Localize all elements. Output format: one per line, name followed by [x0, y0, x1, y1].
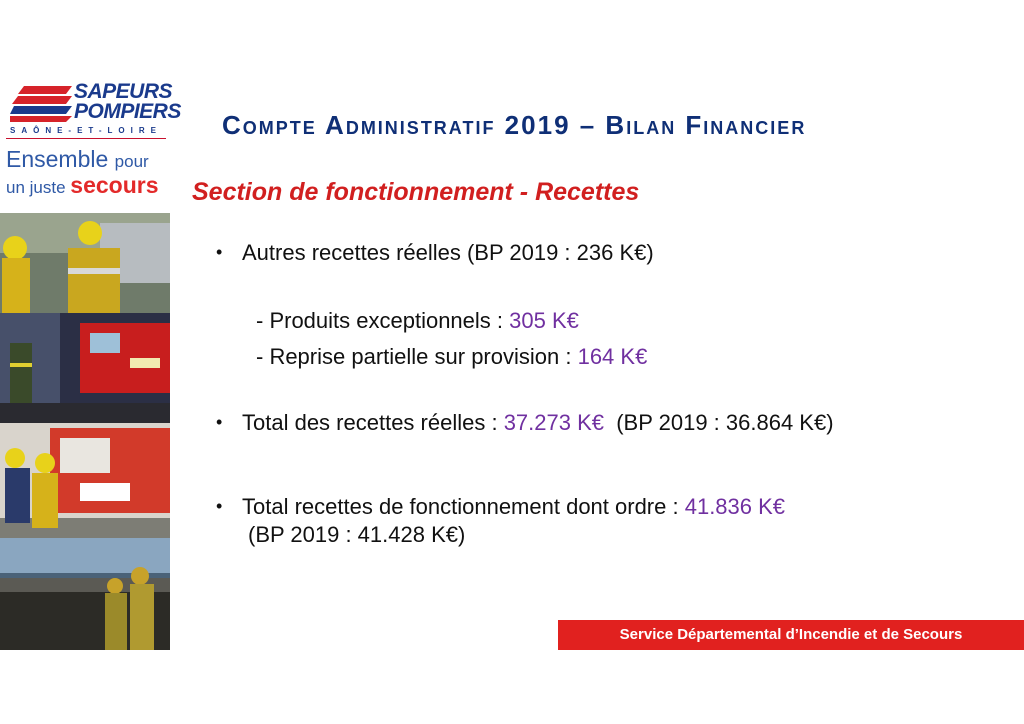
bullet-total-fonctionnement	[216, 494, 785, 520]
photo-strip	[0, 213, 170, 650]
sdis-logo	[0, 78, 181, 213]
photo-field-fire	[0, 538, 170, 650]
bullet-total-recettes-reelles	[216, 410, 834, 436]
logo-tagline-secours: secours	[70, 172, 159, 198]
logo-brand-line1: SAPEURS	[74, 80, 173, 103]
reprise-label: - Reprise partielle sur provision :	[256, 344, 578, 369]
total-bp: (BP 2019 : 36.864 K€)	[616, 410, 834, 435]
logo-tagline-1	[6, 146, 149, 173]
produits-value: 305 K€	[509, 308, 579, 333]
bullet-icon: •	[216, 242, 223, 262]
fonct-label: Total recettes de fonctionnement dont ordre :	[242, 494, 685, 519]
line-reprise-provision	[256, 344, 647, 370]
slide-title: Compte Administratif 2019 – Bilan Financier	[222, 110, 807, 140]
photo-ambulance	[0, 423, 170, 538]
logo-tagline-2	[6, 172, 159, 199]
line-produits-exceptionnels	[256, 308, 579, 334]
logo-tagline-un-juste: un juste	[6, 178, 66, 197]
line-fonct-bp	[248, 522, 465, 548]
reprise-value: 164 K€	[577, 344, 648, 369]
bullet-icon: •	[216, 412, 223, 432]
fonct-value: 41.836 K€	[684, 494, 786, 519]
logo-brand-line2: POMPIERS	[74, 100, 181, 123]
photo-fire-truck	[0, 313, 170, 423]
total-value: 37.273 K€	[503, 410, 604, 435]
fonct-bp: (BP 2019 : 41.428 K€)	[248, 522, 466, 547]
logo-tagline-pour: pour	[114, 152, 149, 171]
total-label: Total des recettes réelles :	[242, 410, 504, 435]
autres-recettes-text: Autres recettes réelles (BP 2019 : 236 K€)	[242, 240, 654, 265]
logo-region: SAÔNE-ET-LOIRE	[6, 126, 166, 139]
section-subtitle: Section de fonctionnement - Recettes	[192, 178, 640, 206]
photo-accident-rescue	[0, 213, 170, 313]
produits-label: - Produits exceptionnels :	[256, 308, 510, 333]
footer-banner: Service Départemental d’Incendie et de Secours	[558, 620, 1024, 650]
logo-tagline-ensemble: Ensemble	[6, 146, 109, 172]
bullet-icon: •	[216, 496, 223, 516]
bullet-autres-recettes	[216, 240, 654, 266]
flag-stripes-icon	[10, 86, 72, 122]
